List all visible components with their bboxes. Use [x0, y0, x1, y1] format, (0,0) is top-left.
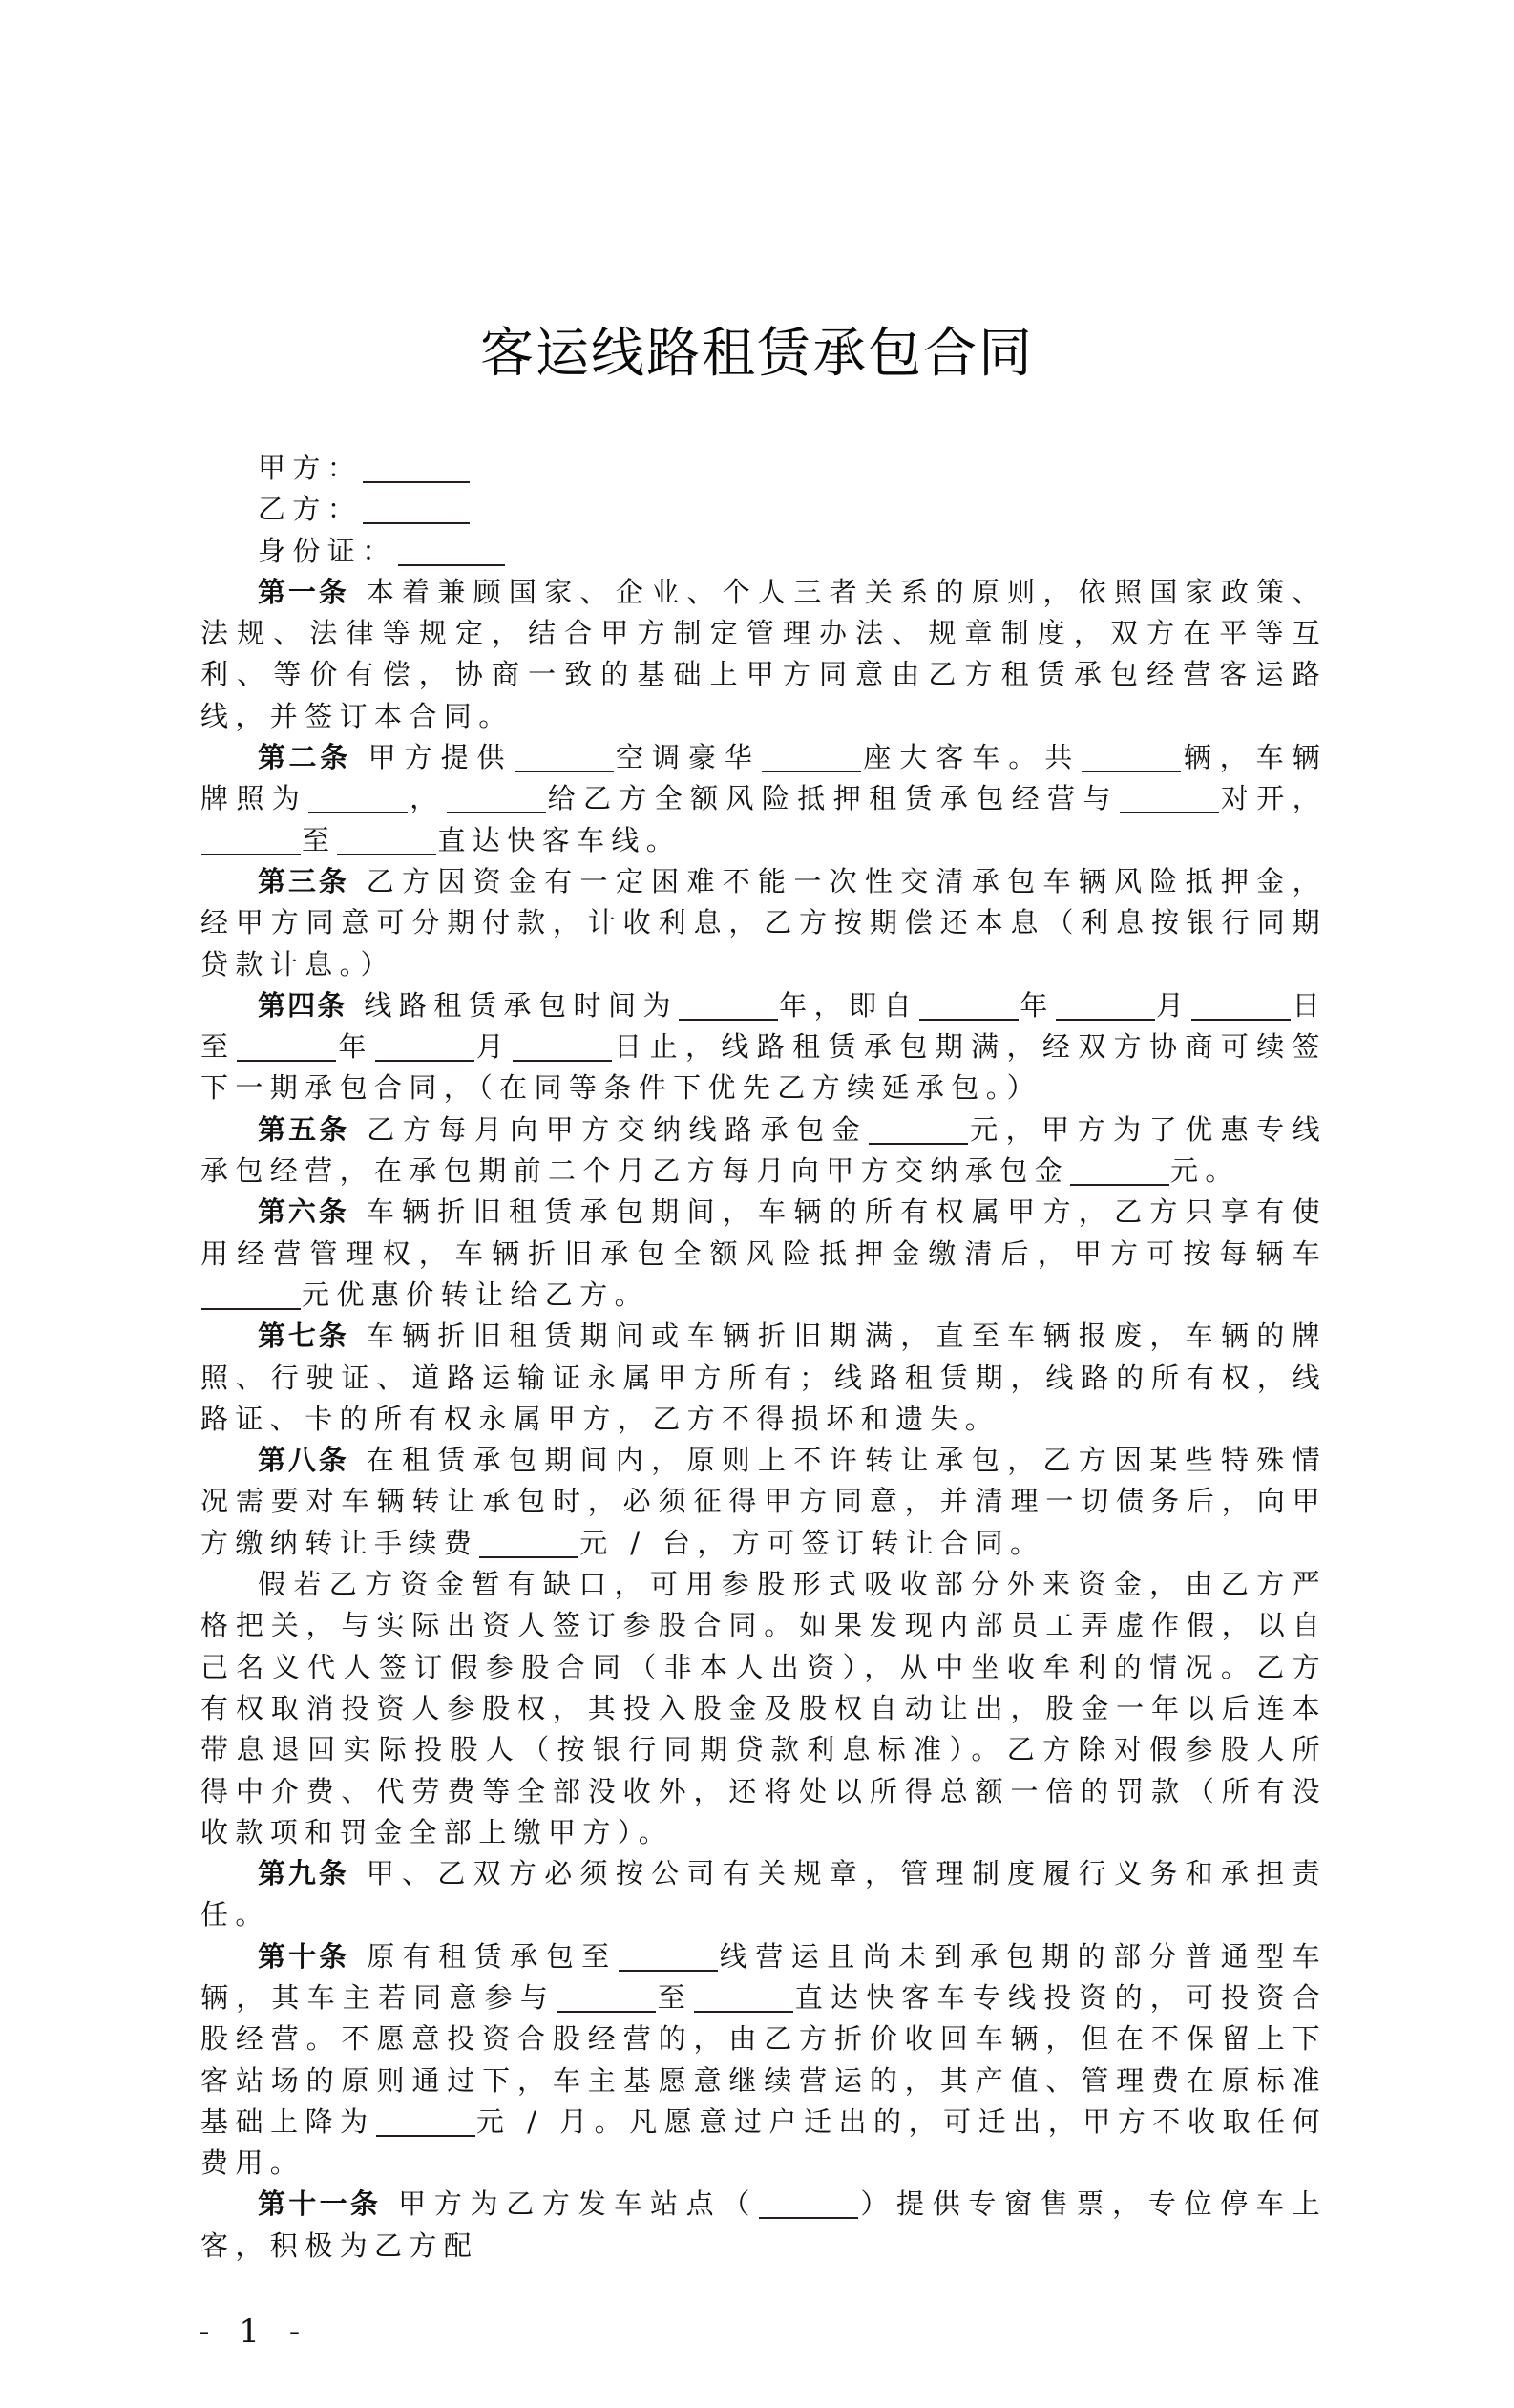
- fill-in-blank[interactable]: [447, 785, 546, 813]
- article-heading: 第三条: [258, 864, 349, 898]
- article-supplement: [200, 1564, 1327, 1853]
- article-6: [200, 1192, 1327, 1316]
- article-text: 元优惠价转让给乙方。: [302, 1278, 650, 1311]
- article-heading: 第八条: [258, 1444, 349, 1477]
- fill-in-blank[interactable]: [513, 1033, 612, 1062]
- fill-in-blank[interactable]: [1070, 1157, 1169, 1186]
- party-b-label: 乙方：: [258, 493, 363, 526]
- article-7: [200, 1316, 1327, 1440]
- article-heading: 第二条: [258, 741, 351, 774]
- article-text: 甲方提供: [368, 741, 514, 774]
- article-text: 给乙方全额风险抵押租赁承包经营与: [546, 782, 1119, 815]
- article-text: 假若乙方资金暂有缺口，可用参股形式吸收部分外来资金，由乙方严格把关，与实际出资人签订参股合同。如果发现内部员工弄虚作假，以自己名义代人签订假参股合同（非本人出资），从中坐收牟利的情况。乙方有权取消投资人参股权，其投入股金及股权自动让出，股金一年以后连本带息退回实际投股人（按银行同期贷款利息标准）。乙方除对假参股人所得中介费、代劳费等全部没收外，还将处以所得总额一倍的罚款（所有没收款项和罚金全部上缴甲方）。: [200, 1568, 1327, 1848]
- article-text: 乙方因资金有一定困难不能一次性交清承包车辆风险抵押金，经甲方同意可分期付款，计收利息，乙方按期偿还本息（利息按银行同期贷款计息。）: [200, 864, 1327, 981]
- fill-in-blank[interactable]: [619, 1943, 718, 1972]
- fill-in-blank[interactable]: [762, 744, 861, 772]
- article-heading: 第十条: [258, 1939, 350, 1973]
- article-text: 座大客车。共: [861, 741, 1082, 774]
- article-11: [200, 1936, 1327, 2185]
- fill-in-blank[interactable]: [201, 827, 301, 855]
- fill-in-blank[interactable]: [1082, 744, 1181, 772]
- article-text: 日止，线路租赁承包期满，经双方协商可续签下一期承包合同，（在同等条件下优先乙方续延承包。）: [200, 1030, 1328, 1105]
- article-heading: 第六条: [258, 1195, 349, 1229]
- article-text: 元。: [1170, 1154, 1240, 1188]
- id-card-line: [200, 531, 1327, 572]
- fill-in-blank[interactable]: [337, 827, 436, 855]
- article-text: 原有租赁承包至: [367, 1939, 618, 1973]
- article-text: 线路租赁承包时间为: [364, 988, 679, 1022]
- article-text: 对开，: [1219, 782, 1328, 815]
- articles-list: [200, 572, 1327, 2267]
- fill-in-blank[interactable]: [515, 744, 614, 772]
- id-card-blank[interactable]: [398, 538, 505, 566]
- fill-in-blank[interactable]: [557, 1984, 656, 2013]
- article-text: 线营运且尚未到承包期的部分普通型车辆，其车主若同意参与: [200, 1939, 1327, 2014]
- fill-in-blank[interactable]: [1056, 992, 1155, 1021]
- article-text: 日至: [200, 988, 1328, 1064]
- article-heading: 第一条: [258, 575, 349, 608]
- fill-in-blank[interactable]: [376, 2108, 475, 2137]
- article-heading: 第四条: [258, 988, 347, 1022]
- article-text: 年，即自: [779, 988, 919, 1022]
- article-text: 元，甲方为了优惠专线承包经营，在承包期前二个月乙方每月向甲方交纳承包金: [200, 1112, 1327, 1188]
- fill-in-blank[interactable]: [869, 1116, 968, 1145]
- article-text: 甲、乙双方必须按公司有关规章，管理制度履行义务和承担责任。: [200, 1857, 1327, 1932]
- fill-in-blank[interactable]: [237, 1033, 336, 1062]
- party-b-blank[interactable]: [363, 496, 470, 524]
- article-1: [200, 572, 1327, 737]
- article-text: 本着兼顾国家、企业、个人三者关系的原则，依照国家政策、法规、法律等规定，结合甲方制定管理办法、规章制度，双方在平等互利、等价有偿，协商一致的基础上甲方同意由乙方租赁承包经营客运路线，并签订本合同。: [200, 575, 1327, 732]
- article-text: 元 / 月。凡愿意过户迁出的，可迁出，甲方不收取任何费用。: [200, 2104, 1327, 2180]
- article-text: 在租赁承包期间内，原则上不许转让承包，乙方因某些特殊情况需要对车辆转让承包时，必须征得甲方同意，并清理一切债务后，向甲方缴纳转让手续费: [200, 1444, 1327, 1559]
- article-text: ）提供专窗售票，专位停车上客，积极为乙方配: [200, 2187, 1327, 2262]
- article-text: 月: [1155, 988, 1191, 1022]
- article-text: 车辆折旧租赁期间或车辆折旧期满，直至车辆报废，车辆的牌照、行驶证、道路运输证永属甲方所有；线路租赁期，线路的所有权，线路证、卡的所有权永属甲方，乙方不得损坏和遗失。: [200, 1320, 1327, 1435]
- article-3: [200, 861, 1327, 985]
- fill-in-blank[interactable]: [679, 992, 778, 1021]
- fill-in-blank[interactable]: [1120, 785, 1219, 813]
- party-b-line: [200, 489, 1327, 530]
- article-5: [200, 1109, 1327, 1193]
- article-heading: 第十一条: [258, 2187, 382, 2221]
- party-a-label: 甲方：: [258, 452, 363, 484]
- article-text: 直达快客车专线投资的，可投资合股经营。不愿意投资合股经营的，由乙方折价收回车辆，但在不保留上下客站场的原则通过下，车主基愿意继续营运的，其产值、管理费在原标准基础上降为: [200, 1980, 1327, 2138]
- document-title: 客运线路租赁承包合同: [480, 323, 1034, 385]
- fill-in-blank[interactable]: [375, 1033, 474, 1062]
- fill-in-blank[interactable]: [694, 1984, 793, 2013]
- fill-in-blank[interactable]: [308, 785, 408, 813]
- page-number: - 1 -: [199, 2313, 310, 2352]
- party-a-line: [200, 448, 1327, 489]
- article-text: 年: [1020, 988, 1055, 1022]
- party-a-blank[interactable]: [363, 454, 470, 483]
- fill-in-blank[interactable]: [759, 2190, 858, 2219]
- article-text: 至: [657, 1980, 693, 2014]
- article-8: [200, 1440, 1327, 1564]
- article-text: 空调豪华: [614, 741, 761, 774]
- article-text: 月: [474, 1030, 513, 1064]
- article-2: [200, 737, 1327, 861]
- article-4: [200, 985, 1327, 1109]
- article-heading: 第五条: [258, 1112, 350, 1146]
- article-10: [200, 1853, 1327, 1936]
- article-heading: 第九条: [258, 1857, 349, 1890]
- article-text: 乙方每月向甲方交纳线路承包金: [367, 1112, 869, 1146]
- article-text: 直达快客车线。: [437, 823, 682, 856]
- fill-in-blank[interactable]: [201, 1281, 301, 1310]
- fill-in-blank[interactable]: [919, 992, 1019, 1021]
- article-text: 至: [302, 823, 337, 856]
- article-text: 元 / 台，方可签订转让合同。: [579, 1526, 1045, 1559]
- article-text: 甲方为乙方发车站点（: [398, 2187, 759, 2221]
- article-heading: 第七条: [258, 1320, 349, 1353]
- contract-body: [200, 448, 1327, 2267]
- article-12: [200, 2184, 1327, 2267]
- article-text: 辆，车辆牌照为: [200, 741, 1327, 815]
- article-text: 年: [337, 1030, 374, 1064]
- fill-in-blank[interactable]: [479, 1530, 578, 1558]
- fill-in-blank[interactable]: [1191, 992, 1291, 1021]
- article-text: ，: [409, 782, 446, 815]
- id-card-label: 身份证：: [258, 534, 397, 567]
- article-text: 车辆折旧租赁承包期间，车辆的所有权属甲方，乙方只享有使用经营管理权，车辆折旧承包全额风险抵押金缴清后，甲方可按每辆车: [200, 1195, 1327, 1270]
